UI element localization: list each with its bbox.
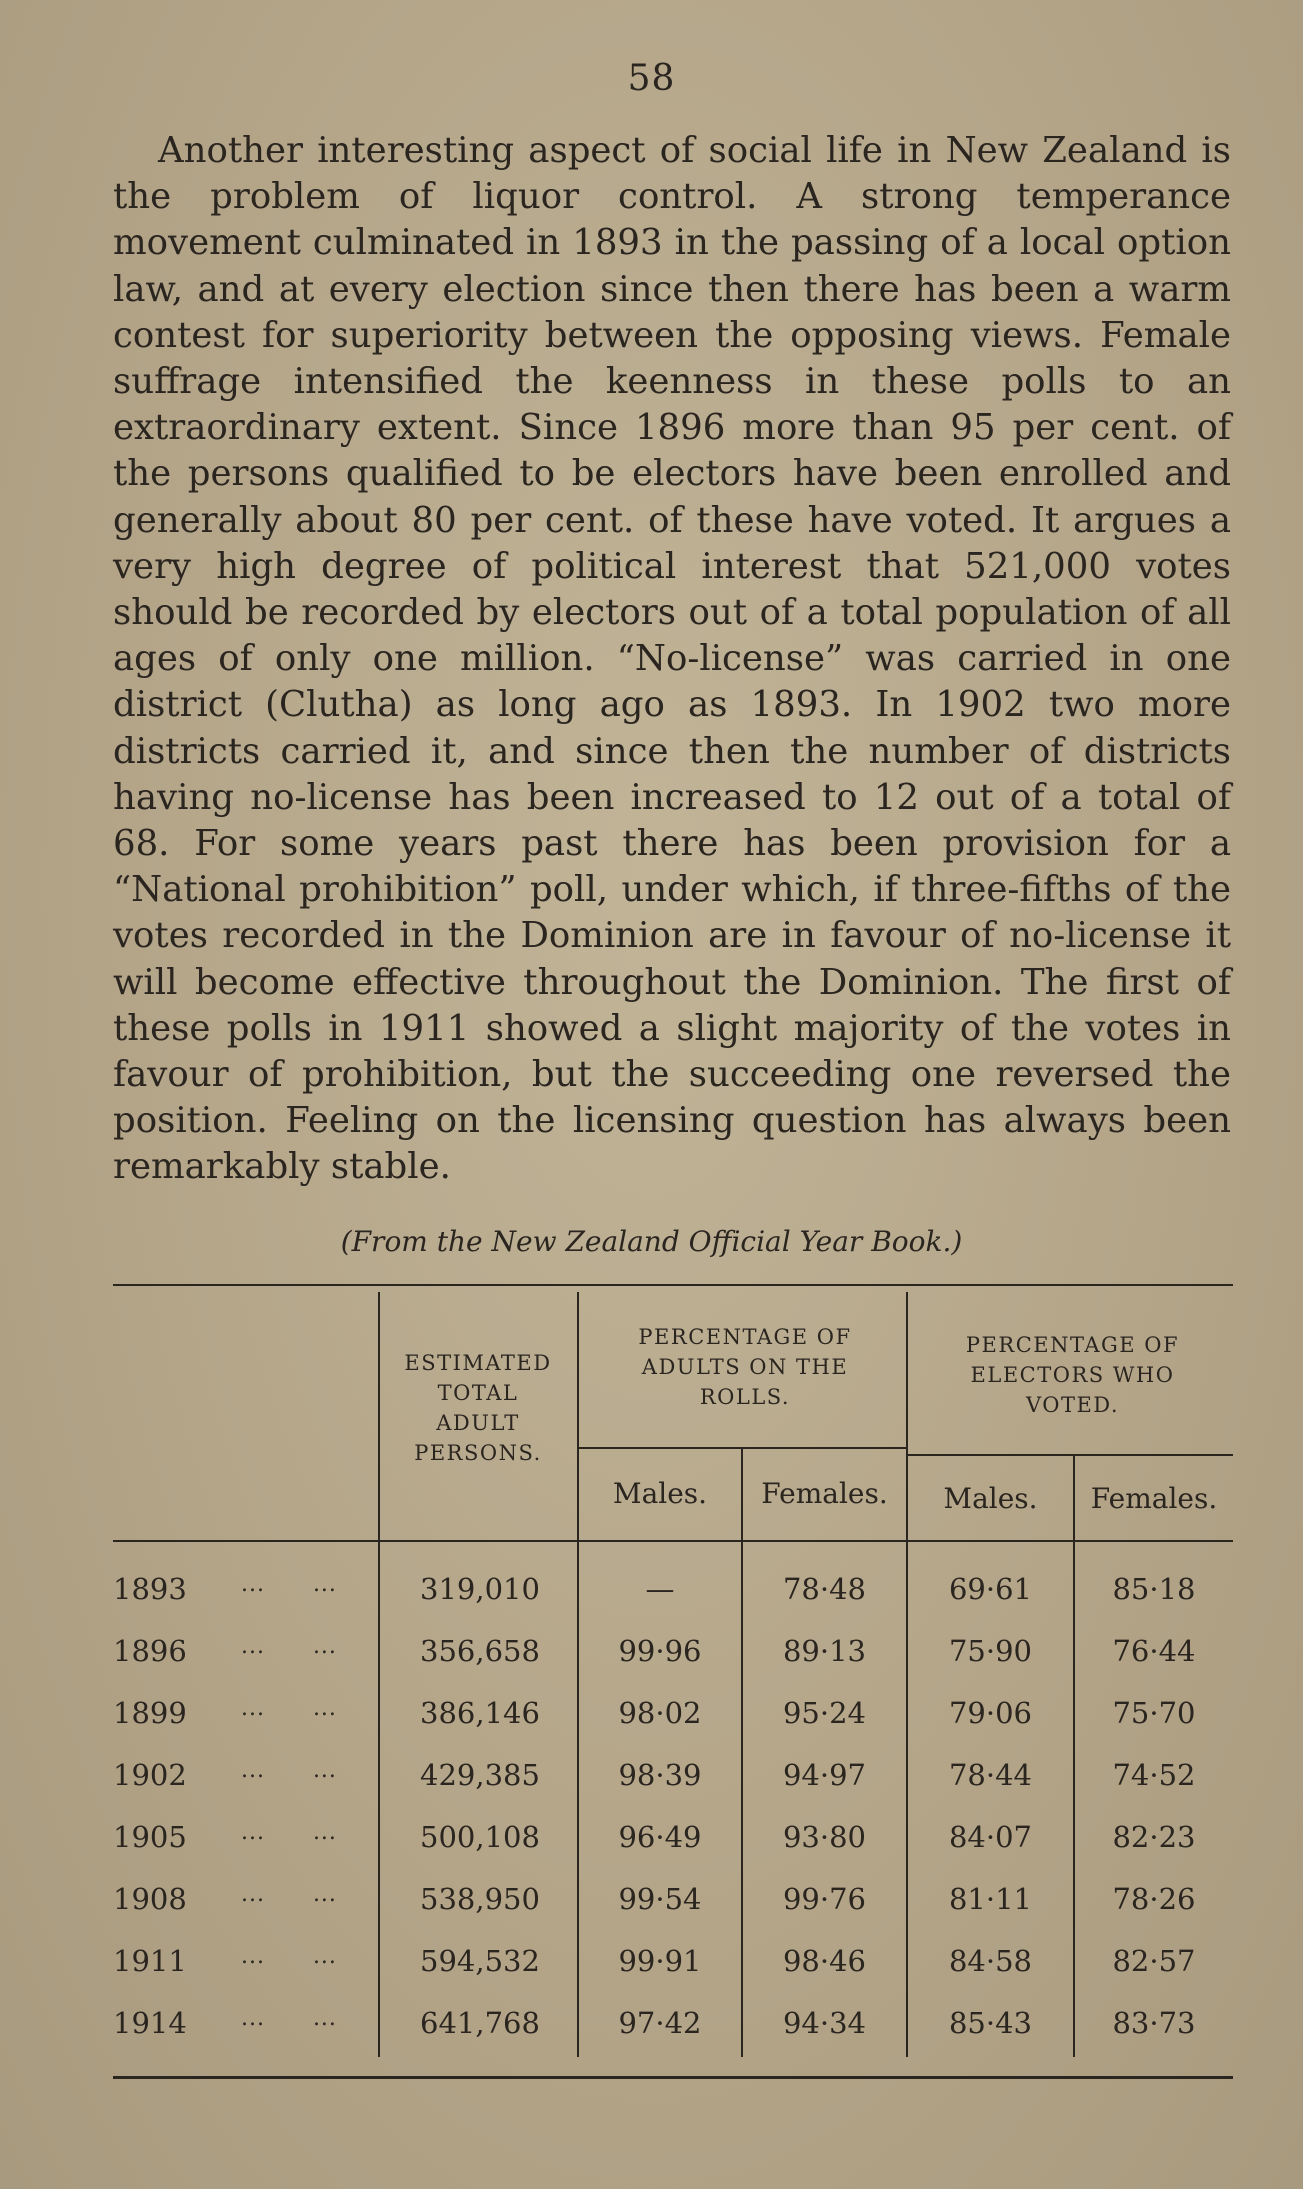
- rolls-females-cell: 94·97: [782, 1758, 867, 1792]
- year-cell: 1896: [113, 1634, 187, 1668]
- leader-dots: ... ...: [241, 1634, 337, 1659]
- rolls-females-cell: 98·46: [782, 1944, 867, 1978]
- year-cell: 1905: [113, 1820, 187, 1854]
- header-percent-rolls: PERCENTAGE OF ADULTS ON THE ROLLS.: [638, 1325, 852, 1409]
- adults-cell: 500,108: [420, 1820, 540, 1854]
- voted-males-cell: 79·06: [948, 1696, 1033, 1730]
- header-estimated-adults: ESTIMATED TOTAL ADULT PERSONS.: [404, 1351, 552, 1465]
- rolls-males-cell: —: [645, 1572, 675, 1606]
- voted-males-cell: 85·43: [948, 2006, 1033, 2040]
- body-paragraph: Another interesting aspect of social life in New Zealand is the problem of liquor control. A strong temperance movement culminated in 1893 in the passing of a local option law, and at every election since then there has been a warm contest for superiority between the opposing views. Female suffrage intensified the keenness in these polls to an extraordinary extent. Since 1896 more than 95 per cent. of the persons qualified to be electors have been enrolled and generally about 80 per cent. of these have voted. It argues a very high degree of political interest that 521,000 votes should be recorded by electors out of a total population of all ages of only one million. “No-license” was carried in one district (Clutha) as long ago as 1893. In 1902 two more districts carried it, and since then the number of districts having no-license has been increased to 12 out of a total of 68. For some years past there has been provision for a “National prohibition” poll, under which, if three-fifths of the votes recorded in the Dominion are in favour of no-license it will become effective throughout the Dominion. The first of these polls in 1911 showed a slight majority of the votes in favour of prohibition, but the succeeding one reversed the position. Feeling on the licensing question has always been remarkably stable.: [113, 130, 1231, 1188]
- table-bottom-rule: [113, 2076, 1233, 2079]
- subheader-voted-males: Males.: [943, 1482, 1038, 1515]
- header-percent-voted: PERCENTAGE OF ELECTORS WHO VOTED.: [965, 1333, 1180, 1417]
- year-cell: 1908: [113, 1882, 187, 1916]
- rolls-males-cell: 97·42: [618, 2006, 702, 2040]
- voted-females-cell: 75·70: [1112, 1696, 1196, 1730]
- voted-males-cell: 78·44: [948, 1758, 1033, 1792]
- year-cell: 1902: [113, 1758, 187, 1792]
- voted-females-cell: 78·26: [1112, 1882, 1196, 1916]
- voted-females-cell: 74·52: [1112, 1758, 1196, 1792]
- voted-males-cell: 84·58: [948, 1944, 1033, 1978]
- rolls-males-cell: 99·54: [618, 1882, 702, 1916]
- leader-dots: ... ...: [241, 1696, 337, 1721]
- adults-cell: 429,385: [420, 1758, 540, 1792]
- voted-males-cell: 81·11: [948, 1882, 1033, 1916]
- rolls-females-cell: 99·76: [782, 1882, 867, 1916]
- subheader-rolls-females: Females.: [761, 1477, 888, 1510]
- leader-dots: ... ...: [241, 1944, 337, 1969]
- subheader-rule-rolls: [579, 1447, 906, 1449]
- subheader-rolls-males: Males.: [612, 1477, 708, 1510]
- rolls-males-cell: 98·02: [618, 1696, 702, 1730]
- page-number: 58: [627, 58, 676, 99]
- adults-cell: 356,658: [420, 1634, 540, 1668]
- voted-females-cell: 83·73: [1112, 2006, 1196, 2040]
- adults-cell: 641,768: [420, 2006, 540, 2040]
- header-bottom-rule: [113, 1540, 1233, 1542]
- adults-cell: 538,950: [420, 1882, 540, 1916]
- voted-males-cell: 84·07: [948, 1820, 1033, 1854]
- rolls-males-cell: 99·91: [618, 1944, 702, 1978]
- leader-dots: ... ...: [241, 2006, 337, 2031]
- col-divider-1: [378, 1292, 380, 2057]
- adults-cell: 319,010: [420, 1572, 540, 1606]
- subheader-voted-females: Females.: [1090, 1482, 1218, 1515]
- subheader-rule-voted: [908, 1454, 1233, 1456]
- rolls-males-cell: 96·49: [618, 1820, 702, 1854]
- voted-males-cell: 69·61: [948, 1572, 1033, 1606]
- leader-dots: ... ...: [241, 1882, 337, 1907]
- rolls-females-cell: 93·80: [782, 1820, 867, 1854]
- year-cell: 1911: [113, 1944, 187, 1978]
- rolls-females-cell: 89·13: [782, 1634, 867, 1668]
- voted-females-cell: 76·44: [1112, 1634, 1196, 1668]
- leader-dots: ... ...: [241, 1572, 337, 1597]
- year-cell: 1914: [113, 2006, 187, 2040]
- year-cell: 1899: [113, 1696, 187, 1730]
- leader-dots: ... ...: [241, 1758, 337, 1783]
- voted-females-cell: 82·23: [1112, 1820, 1196, 1854]
- rolls-males-cell: 99·96: [618, 1634, 702, 1668]
- source-note: (From the New Zealand Official Year Book.): [340, 1225, 963, 1258]
- table-top-rule: [113, 1284, 1233, 1286]
- year-cell: 1893: [113, 1572, 187, 1606]
- adults-cell: 386,146: [420, 1696, 540, 1730]
- leader-dots: ... ...: [241, 1820, 337, 1845]
- rolls-females-cell: 78·48: [782, 1572, 867, 1606]
- adults-cell: 594,532: [420, 1944, 540, 1978]
- rolls-males-cell: 98·39: [618, 1758, 702, 1792]
- col-divider-2: [577, 1292, 579, 2057]
- voted-males-cell: 75·90: [948, 1634, 1033, 1668]
- col-divider-4: [906, 1292, 908, 2057]
- rolls-females-cell: 95·24: [782, 1696, 867, 1730]
- voted-females-cell: 85·18: [1112, 1572, 1196, 1606]
- voted-females-cell: 82·57: [1112, 1944, 1196, 1978]
- rolls-females-cell: 94·34: [782, 2006, 867, 2040]
